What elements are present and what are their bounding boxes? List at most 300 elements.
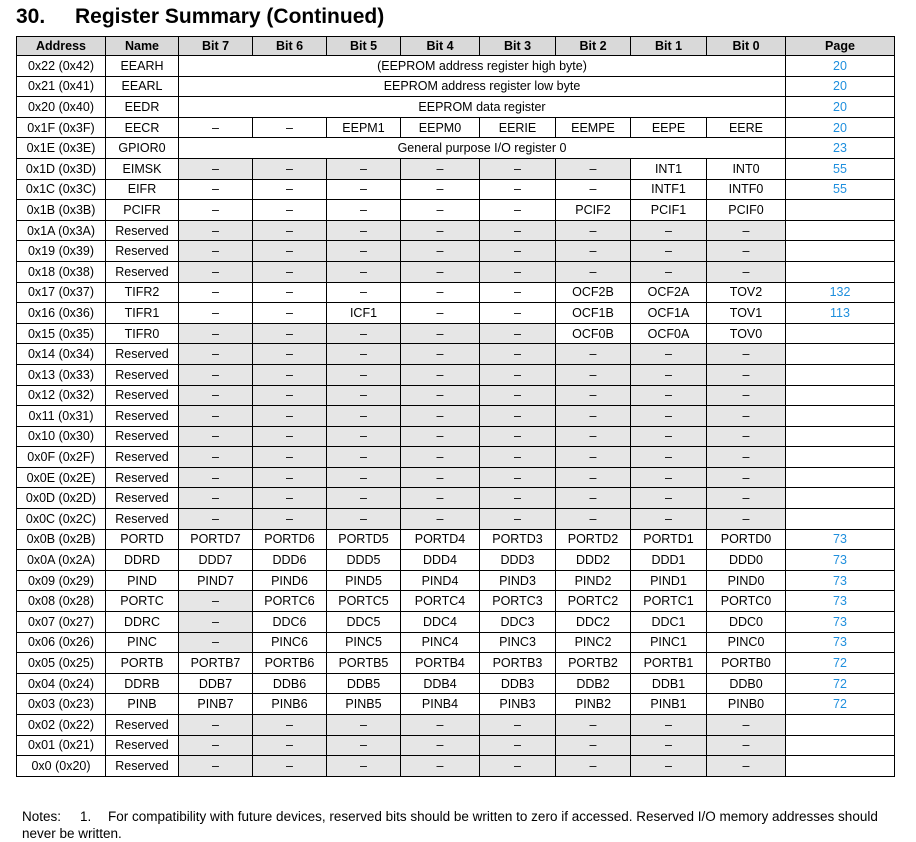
- bit-cell: –: [480, 158, 556, 179]
- bit-cell: –: [327, 200, 401, 221]
- table-row: [17, 591, 895, 612]
- bit-cell: –: [707, 406, 786, 427]
- address-cell: 0x15 (0x35): [17, 323, 106, 344]
- bit-cell: PORTC1: [631, 591, 707, 612]
- page-cell: [786, 406, 895, 427]
- bit-cell: DDC0: [707, 612, 786, 633]
- bit-cell: PORTB6: [253, 653, 327, 674]
- bit-cell: –: [327, 282, 401, 303]
- table-row: [17, 550, 895, 571]
- bit-cell: –: [179, 467, 253, 488]
- bit-cell: –: [179, 488, 253, 509]
- address-cell: 0x18 (0x38): [17, 261, 106, 282]
- register-name-cell: Reserved: [106, 447, 179, 468]
- bit-cell: –: [179, 158, 253, 179]
- bit-cell: –: [631, 488, 707, 509]
- bit-cell: TOV1: [707, 303, 786, 324]
- bit-cell: PIND4: [401, 570, 480, 591]
- table-row: [17, 261, 895, 282]
- table-row: [17, 241, 895, 262]
- address-cell: 0x0 (0x20): [17, 756, 106, 777]
- bit-cell: –: [556, 385, 631, 406]
- bit-cell: –: [556, 488, 631, 509]
- bit-cell: PIND0: [707, 570, 786, 591]
- bit-cell: –: [327, 241, 401, 262]
- page-cell: [786, 200, 895, 221]
- bit-cell: –: [707, 220, 786, 241]
- bit-cell: –: [179, 303, 253, 324]
- register-name-cell: PCIFR: [106, 200, 179, 221]
- bit-cell: –: [179, 117, 253, 138]
- bit-cell: DDB7: [179, 673, 253, 694]
- register-name-cell: Reserved: [106, 488, 179, 509]
- bit-cell: PCIF0: [707, 200, 786, 221]
- table-row: [17, 509, 895, 530]
- bit-cell: –: [556, 715, 631, 736]
- address-cell: 0x04 (0x24): [17, 673, 106, 694]
- bit-cell: PORTD3: [480, 529, 556, 550]
- bit-cell: –: [480, 509, 556, 530]
- address-cell: 0x08 (0x28): [17, 591, 106, 612]
- bit-cell: –: [179, 261, 253, 282]
- bit-cell: PIND1: [631, 570, 707, 591]
- address-cell: 0x01 (0x21): [17, 735, 106, 756]
- bit-cell: PIND3: [480, 570, 556, 591]
- bit-cell: –: [327, 385, 401, 406]
- bit-cell: PIND2: [556, 570, 631, 591]
- bit-cell: –: [179, 756, 253, 777]
- bit-cell: PIND7: [179, 570, 253, 591]
- page-cell: 72: [786, 653, 895, 674]
- register-description-cell: (EEPROM address register high byte): [179, 56, 786, 77]
- bit-cell: –: [480, 715, 556, 736]
- bit-cell: PORTC3: [480, 591, 556, 612]
- bit-cell: –: [631, 241, 707, 262]
- page-cell: [786, 241, 895, 262]
- table-row: [17, 735, 895, 756]
- bit-cell: PORTB4: [401, 653, 480, 674]
- bit-cell: –: [480, 447, 556, 468]
- bit-cell: –: [480, 220, 556, 241]
- bit-cell: –: [631, 426, 707, 447]
- bit-cell: PORTC5: [327, 591, 401, 612]
- bit-cell: –: [327, 735, 401, 756]
- bit-cell: –: [480, 364, 556, 385]
- bit-cell: –: [707, 735, 786, 756]
- register-name-cell: DDRD: [106, 550, 179, 571]
- bit-cell: –: [556, 344, 631, 365]
- bit-cell: –: [707, 344, 786, 365]
- bit-cell: –: [480, 282, 556, 303]
- register-name-cell: GPIOR0: [106, 138, 179, 159]
- bit-cell: –: [401, 756, 480, 777]
- bit-cell: –: [556, 179, 631, 200]
- register-name-cell: EIMSK: [106, 158, 179, 179]
- bit-cell: –: [401, 179, 480, 200]
- section-title: Register Summary (Continued): [75, 5, 385, 28]
- page-cell: [786, 344, 895, 365]
- column-header-bit-0: Bit 0: [707, 37, 786, 56]
- bit-cell: –: [179, 385, 253, 406]
- address-cell: 0x11 (0x31): [17, 406, 106, 427]
- bit-cell: –: [707, 715, 786, 736]
- register-name-cell: TIFR2: [106, 282, 179, 303]
- bit-cell: –: [327, 220, 401, 241]
- register-name-cell: PORTD: [106, 529, 179, 550]
- bit-cell: –: [401, 509, 480, 530]
- bit-cell: –: [253, 200, 327, 221]
- bit-cell: –: [253, 426, 327, 447]
- address-cell: 0x02 (0x22): [17, 715, 106, 736]
- bit-cell: –: [253, 323, 327, 344]
- bit-cell: PINB1: [631, 694, 707, 715]
- bit-cell: –: [556, 220, 631, 241]
- bit-cell: –: [253, 385, 327, 406]
- bit-cell: –: [327, 364, 401, 385]
- page-cell: [786, 426, 895, 447]
- bit-cell: –: [253, 158, 327, 179]
- bit-cell: ICF1: [327, 303, 401, 324]
- page-cell: [786, 323, 895, 344]
- page-cell: [786, 447, 895, 468]
- bit-cell: DDD1: [631, 550, 707, 571]
- address-cell: 0x16 (0x36): [17, 303, 106, 324]
- table-row: [17, 344, 895, 365]
- bit-cell: –: [631, 364, 707, 385]
- bit-cell: –: [707, 241, 786, 262]
- bit-cell: –: [253, 715, 327, 736]
- bit-cell: –: [327, 756, 401, 777]
- bit-cell: –: [480, 426, 556, 447]
- column-header-page: Page: [786, 37, 895, 56]
- table-row: [17, 467, 895, 488]
- bit-cell: DDB3: [480, 673, 556, 694]
- bit-cell: PINC3: [480, 632, 556, 653]
- register-name-cell: Reserved: [106, 261, 179, 282]
- address-cell: 0x07 (0x27): [17, 612, 106, 633]
- bit-cell: –: [707, 447, 786, 468]
- column-header-bit-3: Bit 3: [480, 37, 556, 56]
- bit-cell: PORTD7: [179, 529, 253, 550]
- bit-cell: –: [253, 179, 327, 200]
- bit-cell: –: [327, 488, 401, 509]
- bit-cell: EEPM0: [401, 117, 480, 138]
- bit-cell: –: [253, 303, 327, 324]
- bit-cell: –: [480, 261, 556, 282]
- bit-cell: –: [253, 509, 327, 530]
- register-summary-table: [16, 36, 895, 777]
- table-row: [17, 426, 895, 447]
- table-row: [17, 220, 895, 241]
- bit-cell: DDB2: [556, 673, 631, 694]
- table-row: [17, 529, 895, 550]
- register-name-cell: PIND: [106, 570, 179, 591]
- column-header-bit-7: Bit 7: [179, 37, 253, 56]
- bit-cell: –: [179, 282, 253, 303]
- address-cell: 0x06 (0x26): [17, 632, 106, 653]
- bit-cell: DDD3: [480, 550, 556, 571]
- bit-cell: –: [401, 385, 480, 406]
- bit-cell: –: [179, 220, 253, 241]
- register-name-cell: TIFR1: [106, 303, 179, 324]
- bit-cell: –: [253, 282, 327, 303]
- bit-cell: –: [401, 735, 480, 756]
- bit-cell: –: [480, 323, 556, 344]
- register-name-cell: Reserved: [106, 241, 179, 262]
- bit-cell: –: [631, 447, 707, 468]
- bit-cell: PINB6: [253, 694, 327, 715]
- column-header-bit-1: Bit 1: [631, 37, 707, 56]
- bit-cell: PINC1: [631, 632, 707, 653]
- address-cell: 0x1F (0x3F): [17, 117, 106, 138]
- bit-cell: –: [480, 344, 556, 365]
- bit-cell: TOV0: [707, 323, 786, 344]
- bit-cell: PINB4: [401, 694, 480, 715]
- bit-cell: –: [556, 158, 631, 179]
- table-row: [17, 323, 895, 344]
- bit-cell: PORTB1: [631, 653, 707, 674]
- bit-cell: –: [480, 241, 556, 262]
- table-row: [17, 76, 895, 97]
- page-cell: 73: [786, 591, 895, 612]
- bit-cell: –: [327, 426, 401, 447]
- table-row: [17, 673, 895, 694]
- bit-cell: EERE: [707, 117, 786, 138]
- address-cell: 0x19 (0x39): [17, 241, 106, 262]
- page-cell: 73: [786, 529, 895, 550]
- bit-cell: OCF0A: [631, 323, 707, 344]
- table-row: [17, 488, 895, 509]
- bit-cell: –: [253, 220, 327, 241]
- page-cell: [786, 735, 895, 756]
- bit-cell: –: [401, 426, 480, 447]
- bit-cell: –: [401, 447, 480, 468]
- bit-cell: DDD5: [327, 550, 401, 571]
- page-cell: 73: [786, 632, 895, 653]
- register-name-cell: Reserved: [106, 344, 179, 365]
- page-cell: 73: [786, 612, 895, 633]
- bit-cell: INT0: [707, 158, 786, 179]
- bit-cell: PINB3: [480, 694, 556, 715]
- table-row: [17, 694, 895, 715]
- bit-cell: –: [631, 344, 707, 365]
- bit-cell: –: [631, 735, 707, 756]
- bit-cell: –: [253, 447, 327, 468]
- address-cell: 0x0C (0x2C): [17, 509, 106, 530]
- bit-cell: –: [707, 364, 786, 385]
- bit-cell: –: [401, 220, 480, 241]
- bit-cell: DDB0: [707, 673, 786, 694]
- page-cell: [786, 261, 895, 282]
- table-row: [17, 138, 895, 159]
- register-name-cell: EIFR: [106, 179, 179, 200]
- address-cell: 0x1B (0x3B): [17, 200, 106, 221]
- page-cell: 23: [786, 138, 895, 159]
- address-cell: 0x0B (0x2B): [17, 529, 106, 550]
- register-name-cell: EEARH: [106, 56, 179, 77]
- bit-cell: –: [179, 344, 253, 365]
- section-number: 30.: [16, 5, 46, 28]
- bit-cell: –: [327, 715, 401, 736]
- bit-cell: OCF0B: [556, 323, 631, 344]
- bit-cell: –: [179, 426, 253, 447]
- bit-cell: DDD7: [179, 550, 253, 571]
- bit-cell: –: [253, 406, 327, 427]
- bit-cell: PORTD5: [327, 529, 401, 550]
- table-row: [17, 612, 895, 633]
- bit-cell: –: [480, 406, 556, 427]
- register-name-cell: Reserved: [106, 467, 179, 488]
- bit-cell: PINB5: [327, 694, 401, 715]
- bit-cell: –: [556, 406, 631, 427]
- address-cell: 0x13 (0x33): [17, 364, 106, 385]
- bit-cell: –: [327, 467, 401, 488]
- page-cell: [786, 467, 895, 488]
- bit-cell: –: [401, 344, 480, 365]
- bit-cell: –: [327, 261, 401, 282]
- bit-cell: –: [179, 179, 253, 200]
- bit-cell: –: [179, 364, 253, 385]
- bit-cell: –: [253, 364, 327, 385]
- register-name-cell: PINB: [106, 694, 179, 715]
- bit-cell: –: [707, 261, 786, 282]
- table-row: [17, 117, 895, 138]
- bit-cell: DDD6: [253, 550, 327, 571]
- register-name-cell: Reserved: [106, 756, 179, 777]
- column-header-bit-5: Bit 5: [327, 37, 401, 56]
- bit-cell: –: [179, 735, 253, 756]
- register-description-cell: EEPROM address register low byte: [179, 76, 786, 97]
- bit-cell: PORTD1: [631, 529, 707, 550]
- bit-cell: PINC4: [401, 632, 480, 653]
- bit-cell: –: [631, 220, 707, 241]
- bit-cell: –: [253, 117, 327, 138]
- page-cell: [786, 364, 895, 385]
- bit-cell: INTF0: [707, 179, 786, 200]
- page-cell: 20: [786, 56, 895, 77]
- table-row: [17, 97, 895, 118]
- bit-cell: –: [480, 756, 556, 777]
- bit-cell: –: [480, 179, 556, 200]
- bit-cell: –: [179, 200, 253, 221]
- bit-cell: –: [179, 241, 253, 262]
- bit-cell: –: [253, 488, 327, 509]
- address-cell: 0x1C (0x3C): [17, 179, 106, 200]
- address-cell: 0x17 (0x37): [17, 282, 106, 303]
- bit-cell: DDB6: [253, 673, 327, 694]
- page-cell: 55: [786, 158, 895, 179]
- bit-cell: DDC4: [401, 612, 480, 633]
- bit-cell: EERIE: [480, 117, 556, 138]
- bit-cell: –: [401, 241, 480, 262]
- bit-cell: DDD0: [707, 550, 786, 571]
- table-row: [17, 756, 895, 777]
- bit-cell: –: [556, 447, 631, 468]
- address-cell: 0x0E (0x2E): [17, 467, 106, 488]
- register-name-cell: EEARL: [106, 76, 179, 97]
- register-name-cell: Reserved: [106, 735, 179, 756]
- table-row: [17, 406, 895, 427]
- bit-cell: –: [327, 158, 401, 179]
- register-name-cell: Reserved: [106, 364, 179, 385]
- bit-cell: –: [401, 282, 480, 303]
- bit-cell: –: [631, 715, 707, 736]
- bit-cell: DDC6: [253, 612, 327, 633]
- bit-cell: –: [556, 467, 631, 488]
- address-cell: 0x09 (0x29): [17, 570, 106, 591]
- bit-cell: –: [327, 447, 401, 468]
- register-description-cell: General purpose I/O register 0: [179, 138, 786, 159]
- register-description-cell: EEPROM data register: [179, 97, 786, 118]
- register-name-cell: TIFR0: [106, 323, 179, 344]
- bit-cell: DDB4: [401, 673, 480, 694]
- address-cell: 0x0F (0x2F): [17, 447, 106, 468]
- bit-cell: –: [179, 715, 253, 736]
- column-header-address: Address: [17, 37, 106, 56]
- bit-cell: –: [556, 261, 631, 282]
- bit-cell: PORTC0: [707, 591, 786, 612]
- bit-cell: –: [707, 426, 786, 447]
- bit-cell: INTF1: [631, 179, 707, 200]
- page-cell: 20: [786, 117, 895, 138]
- table-row: [17, 715, 895, 736]
- table-body: [17, 56, 895, 777]
- bit-cell: –: [556, 756, 631, 777]
- bit-cell: –: [631, 385, 707, 406]
- note-index: 1.: [80, 809, 92, 824]
- bit-cell: –: [179, 591, 253, 612]
- note-text: For compatibility with future devices, reserved bits should be written to zero if accessed. Reserved I/O memory addresses should never be written.: [22, 809, 878, 841]
- bit-cell: PINB0: [707, 694, 786, 715]
- bit-cell: –: [480, 467, 556, 488]
- bit-cell: –: [253, 756, 327, 777]
- bit-cell: –: [631, 261, 707, 282]
- register-name-cell: Reserved: [106, 406, 179, 427]
- table-row: [17, 303, 895, 324]
- bit-cell: –: [556, 364, 631, 385]
- bit-cell: –: [401, 261, 480, 282]
- bit-cell: PINB7: [179, 694, 253, 715]
- address-cell: 0x12 (0x32): [17, 385, 106, 406]
- bit-cell: –: [253, 241, 327, 262]
- bit-cell: DDC5: [327, 612, 401, 633]
- address-cell: 0x0A (0x2A): [17, 550, 106, 571]
- bit-cell: PINC0: [707, 632, 786, 653]
- bit-cell: DDB5: [327, 673, 401, 694]
- bit-cell: –: [556, 735, 631, 756]
- bit-cell: –: [401, 323, 480, 344]
- register-name-cell: EECR: [106, 117, 179, 138]
- bit-cell: PINB2: [556, 694, 631, 715]
- column-header-name: Name: [106, 37, 179, 56]
- bit-cell: EEMPE: [556, 117, 631, 138]
- register-name-cell: Reserved: [106, 220, 179, 241]
- register-name-cell: PORTC: [106, 591, 179, 612]
- bit-cell: PINC6: [253, 632, 327, 653]
- bit-cell: –: [556, 241, 631, 262]
- bit-cell: PIND6: [253, 570, 327, 591]
- bit-cell: PORTB2: [556, 653, 631, 674]
- bit-cell: PCIF1: [631, 200, 707, 221]
- address-cell: 0x22 (0x42): [17, 56, 106, 77]
- register-name-cell: Reserved: [106, 509, 179, 530]
- bit-cell: –: [253, 261, 327, 282]
- page-cell: 55: [786, 179, 895, 200]
- table-row: [17, 632, 895, 653]
- bit-cell: –: [556, 426, 631, 447]
- bit-cell: DDC2: [556, 612, 631, 633]
- table-row: [17, 179, 895, 200]
